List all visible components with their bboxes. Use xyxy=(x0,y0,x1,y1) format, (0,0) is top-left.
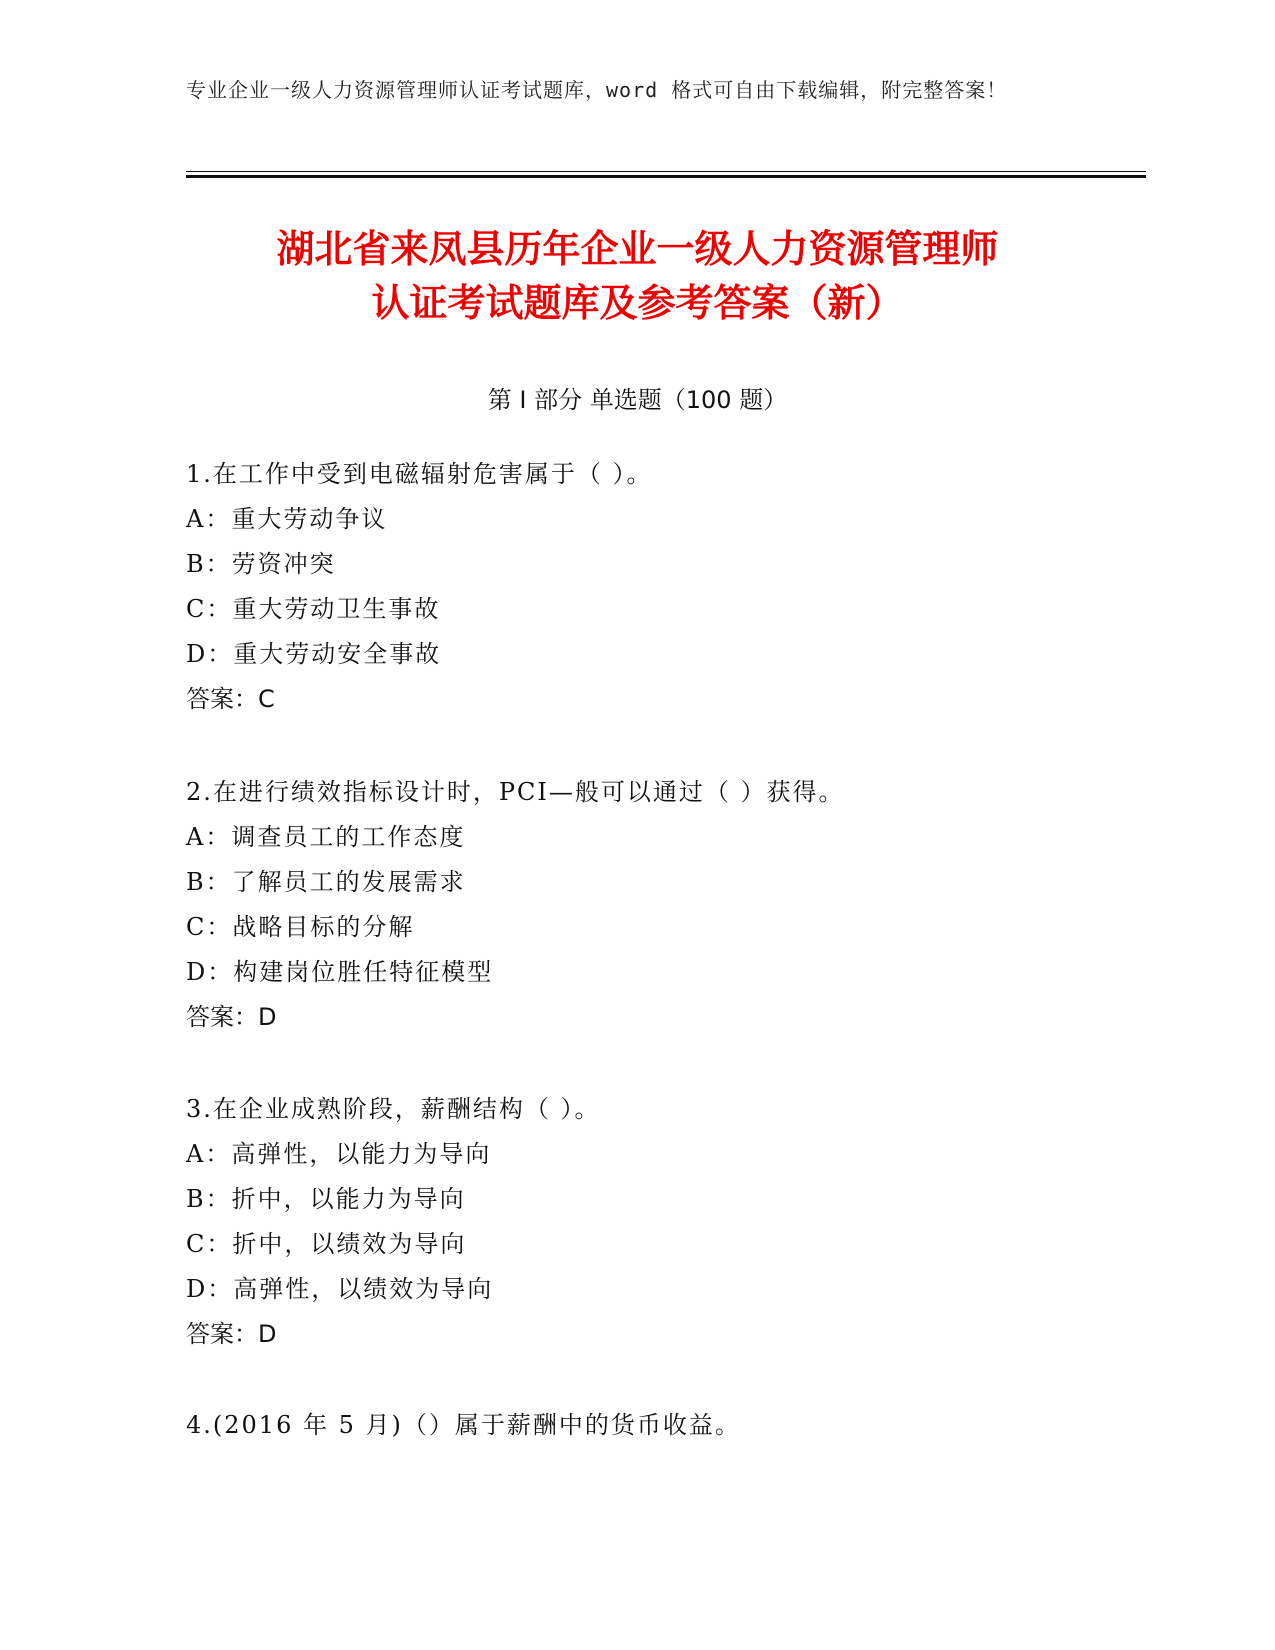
question-stem: 4.(2016 年 5 月)（）属于薪酬中的货币收益。 xyxy=(186,1411,741,1439)
option-d: D：构建岗位胜任特征模型 xyxy=(186,958,494,986)
question-2 xyxy=(186,770,1186,1040)
option-b: B：劳资冲突 xyxy=(186,550,336,578)
option-a: A：重大劳动争议 xyxy=(186,505,388,533)
option-c: C：折中，以绩效为导向 xyxy=(186,1230,467,1258)
answer-line: 答案：D xyxy=(186,1320,277,1348)
question-stem: 2.在进行绩效指标设计时，PCI—般可以通过（ ）获得。 xyxy=(186,778,845,806)
section-title: 第 I 部分 单选题（100 题） xyxy=(487,386,788,414)
question-stem: 1.在工作中受到电磁辐射危害属于（ ）。 xyxy=(186,460,653,488)
answer-line: 答案：C xyxy=(186,685,275,713)
header-rule-thick xyxy=(186,175,1146,178)
option-b: B：折中，以能力为导向 xyxy=(186,1185,466,1213)
question-stem: 3.在企业成熟阶段，薪酬结构（ ）。 xyxy=(186,1095,601,1123)
option-a: A：调查员工的工作态度 xyxy=(186,823,466,851)
option-c: C：重大劳动卫生事故 xyxy=(186,595,441,623)
header-rule-thin xyxy=(186,171,1146,172)
answer-line: 答案：D xyxy=(186,1003,277,1031)
option-d: D：高弹性，以绩效为导向 xyxy=(186,1275,494,1303)
option-d: D：重大劳动安全事故 xyxy=(186,640,442,668)
title-line-2: 认证考试题库及参考答案（新） xyxy=(371,281,904,325)
question-3 xyxy=(186,1087,1186,1357)
title-line-1: 湖北省来凤县历年企业一级人力资源管理师 xyxy=(276,227,999,271)
option-c: C：战略目标的分解 xyxy=(186,913,415,941)
document-title xyxy=(130,222,1145,330)
question-4 xyxy=(186,1403,1186,1448)
option-b: B：了解员工的发展需求 xyxy=(186,868,466,896)
question-1 xyxy=(186,452,1186,722)
header-note: 专业企业一级人力资源管理师认证考试题库，word 格式可自由下载编辑，附完整答案！ xyxy=(186,78,1008,102)
option-a: A：高弹性，以能力为导向 xyxy=(186,1140,492,1168)
